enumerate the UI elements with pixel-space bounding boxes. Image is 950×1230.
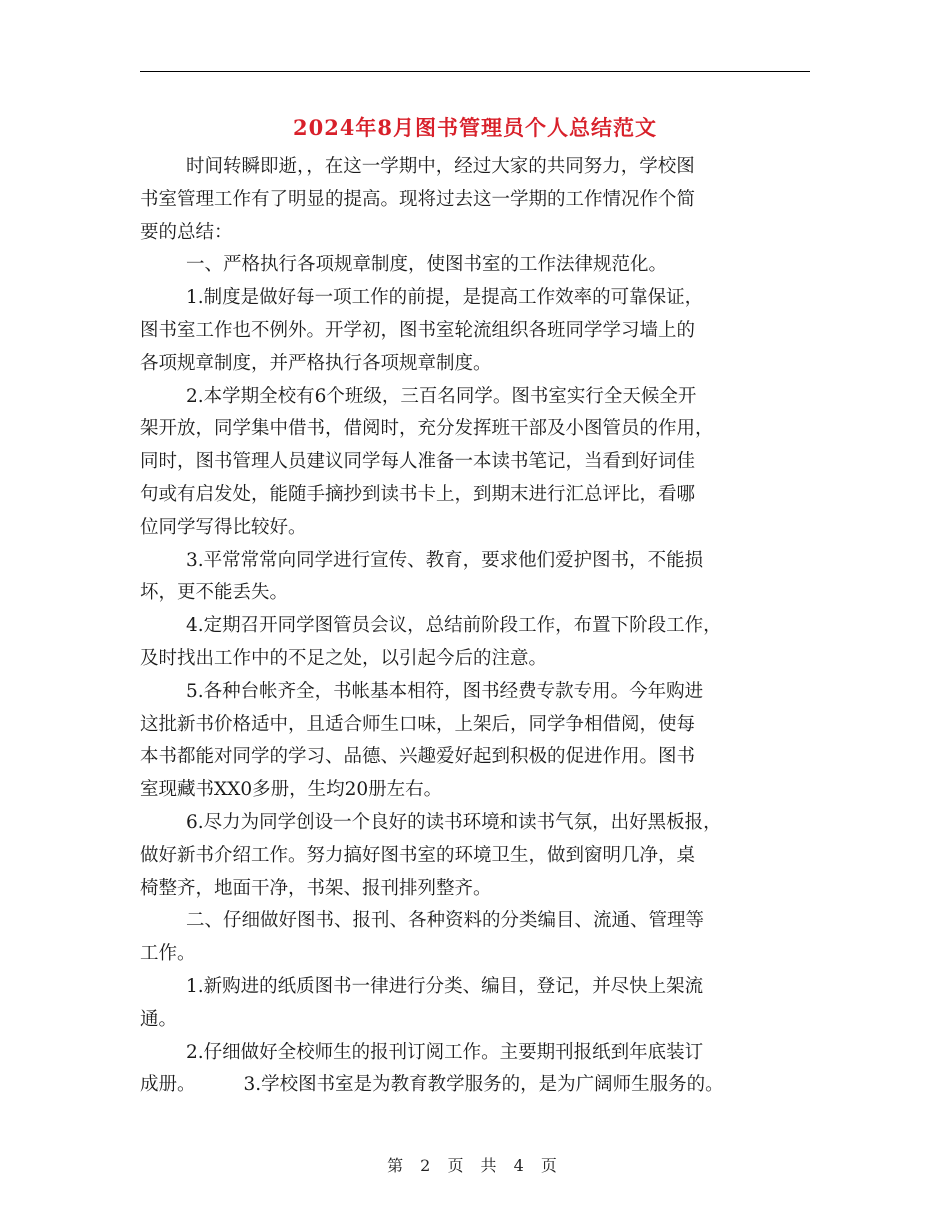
text-line: 句或有启发处，能随手摘抄到读书卡上，到期末进行汇总评比，看哪 [140, 483, 696, 505]
text-line: 位同学写得比较好。 [140, 516, 307, 538]
section-heading: 二、仔细做好图书、报刊、各种资料的分类编目、流通、管理等 [186, 910, 705, 932]
document-body [140, 151, 812, 1102]
text-line: 时间转瞬即逝，，在这一学期中，经过大家的共同努力，学校图 [186, 156, 695, 177]
text-line: 架开放，同学集中借书，借阅时，充分发挥班干部及小图管员的作用， [140, 418, 714, 440]
text-line: 通。 [140, 1008, 178, 1030]
text-line: 6.尽力为同学创设一个良好的读书环境和读书气氛，出好黑板报， [186, 811, 722, 833]
document-title: 2024年8月图书管理员个人总结范文 [292, 115, 658, 140]
page-number: 第 2 页 共 4 页 [387, 1156, 563, 1175]
text-line: 室现藏书XX0多册，生均20册左右。 [140, 779, 443, 801]
text-line: 同时，图书管理人员建议同学每人准备一本读书笔记，当看到好词佳 [140, 451, 696, 473]
text-line: 4.定期召开同学图管员会议，总结前阶段工作，布置下阶段工作， [186, 615, 722, 637]
text-fragment: 3.学校图书室是为教育教学服务的，是为广阔师生服务的。 [243, 1074, 724, 1096]
text-line: 这批新书价格适中，且适合师生口味，上架后，同学争相借阅，使每 [140, 713, 696, 735]
section-heading: 一、严格执行各项规章制度，使图书室的工作法律规范化。 [186, 254, 668, 276]
text-line: 本书都能对同学的学习、品德、兴趣爱好起到积极的促进作用。图书 [140, 746, 696, 768]
text-line: 工作。 [140, 943, 196, 965]
text-line: 2.仔细做好全校师生的报刊订阅工作。主要期刊报纸到年底装订 [186, 1041, 704, 1063]
text-line: 图书室工作也不例外。开学初，图书室轮流组织各班同学学习墙上的 [140, 319, 696, 341]
text-line: 1.新购进的纸质图书一律进行分类、编目，登记，并尽快上架流 [186, 975, 704, 997]
text-line: 3.平常常常向同学进行宣传、教育，要求他们爱护图书，不能损 [186, 549, 704, 571]
text-line: 坏，更不能丢失。 [140, 582, 289, 604]
header-rule [140, 71, 810, 72]
text-line [140, 1069, 812, 1102]
text-line: 1.制度是做好每一项工作的前提，是提高工作效率的可靠保证， [186, 287, 704, 309]
text-line: 各项规章制度，并严格执行各项规章制度。 [140, 352, 492, 374]
text-line: 及时找出工作中的不足之处，以引起今后的注意。 [140, 647, 548, 669]
text-line: 2.本学期全校有6个班级，三百名同学。图书室实行全天候全开 [186, 385, 697, 407]
text-line: 椅整齐，地面干净，书架、报刊排列整齐。 [140, 877, 492, 899]
text-line: 书室管理工作有了明显的提高。现将过去这一学期的工作情况作个简 [140, 188, 696, 210]
text-line: 5.各种台帐齐全，书帐基本相符，图书经费专款专用。今年购进 [186, 680, 704, 702]
text-line: 要的总结： [140, 221, 233, 243]
text-fragment: 成册。 [140, 1074, 196, 1096]
text-line: 做好新书介绍工作。努力搞好图书室的环境卫生，做到窗明几净，桌 [140, 844, 696, 866]
